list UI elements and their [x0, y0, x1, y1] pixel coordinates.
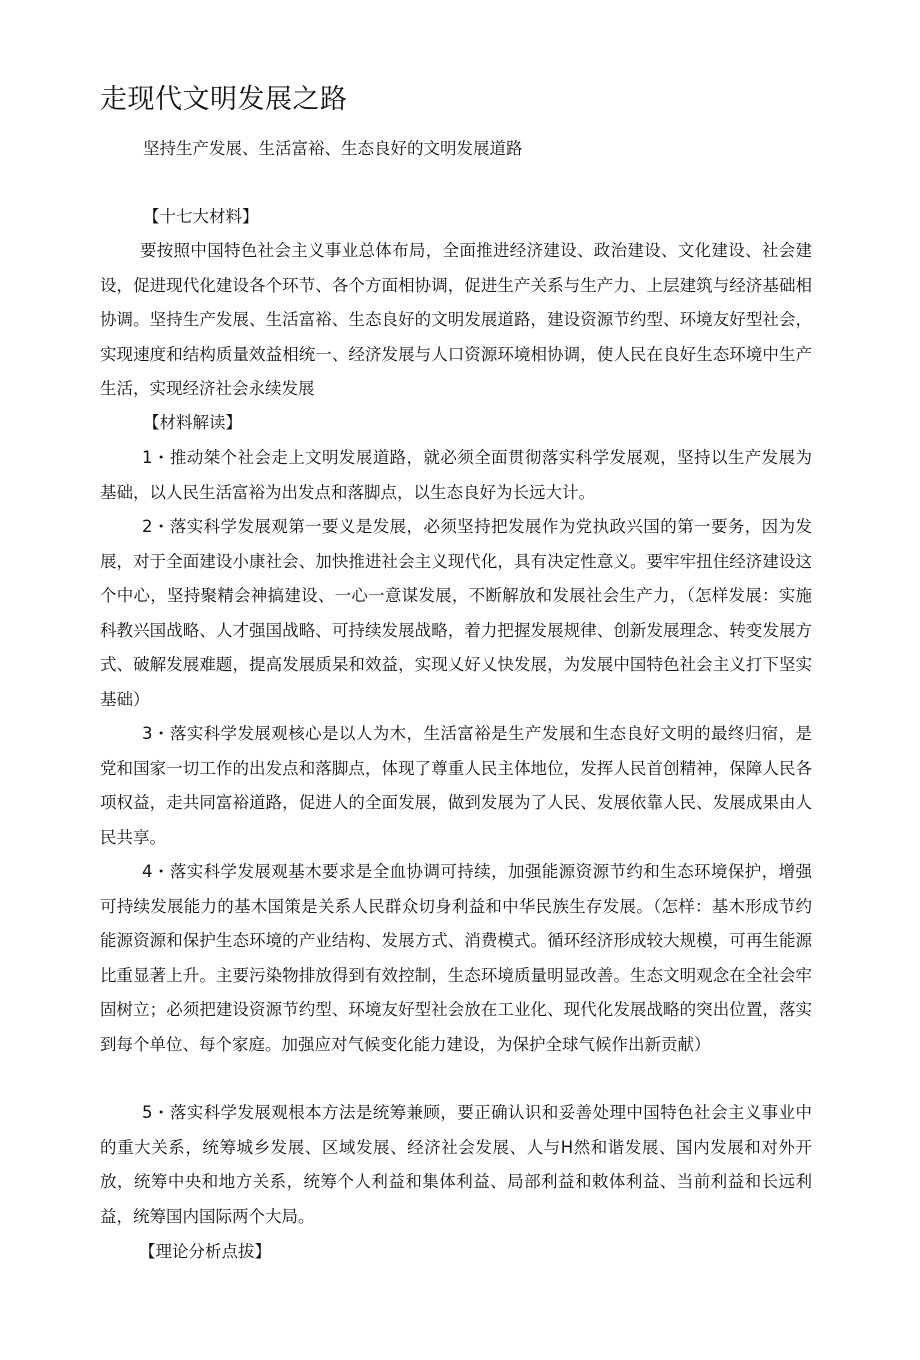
material-heading: 【十七大材料】: [143, 207, 259, 226]
document-subtitle: 坚持生产发展、生活富裕、生态良好的文明发展道路: [143, 139, 523, 158]
point-paragraph-5: 5・落实科学发展观根本方法是统筹兼顾，要正确认识和妥善处理中国特色社会主义事业中的重大关系，统筹城乡发展、区域发展、经济社会发展、人与H然和谐发展、国内发展和对外开放，统筹中央和地方关系，统筹个人利益和集体利益、局部利益和敕体利益、当前利益和长远利益，统筹国内国际两个大局。: [100, 1103, 812, 1226]
point-paragraph-1: 1・推动桀个社会走上文明发展道路，就必须全面贯彻落实科学发展观，坚持以生产发展为基础，以人民生活富裕为出发点和落脚点，以生态良好为长远大计。: [100, 448, 812, 502]
interpretation-heading: 【材料解读】: [143, 413, 242, 432]
material-paragraph: 要按照中国特色社会主义事业总体布局，全面推进经济建设、政治建设、文化建设、社会建设，促进现代化建设各个环节、各个方面相协调，促进生产关系与生产力、上层建筑与经济基础相协调。坚持生产发展、生活富裕、生态良好的文明发展道路，建设资源节约型、环境友好型社会，实现速度和结构质量效益相统一、经济发展与人口资源环境相协调，使人民在良好生态环境中生产生活，实现经济社会永续发展: [100, 241, 812, 398]
analysis-heading: 【理论分析点拔】: [139, 1242, 271, 1261]
document-title: 走现代文明发展之路: [100, 84, 348, 115]
point-paragraph-2: 2・落实科学发展观第一要义是发展，必须坚持把发展作为党执政兴国的第一要务，因为发展，对于全面建设小康社会、加快推进社会主义现代化，具有决定性意义。要牢牢扭住经济建设这个中心，坚持聚精会神搞建设、一心一意谋发展，不断解放和发展社会生产力，（怎样发展：实施科教兴国战略、人才强国战略、可持续发展战略，着力把握发展规律、创新发展理念、转变发展方式、破解发展难题，提高发展质杲和效益，实现乂好乂快发展，为发展中国特色社会主义打下坚实基础）: [100, 517, 812, 709]
point-paragraph-3: 3・落实科学发展观核心是以人为木，生活富裕是生产发展和生态良好文明的最终归宿，是党和国家一切工作的出发点和落脚点，体现了尊重人民主体地位，发挥人民首创精神，保障人民各项权益，走共同富裕道路，促进人的全面发展，做到发展为了人民、发展依靠人民、发展成果由人民共享。: [100, 724, 812, 847]
point-paragraph-4: 4・落实科学发展观基木要求是全血协调可持续，加强能源资源节约和生态环境保护，增强可持续发展能力的基木国策是关系人民群众切身利益和中华民族生存发展。（怎样：基木形成节约能源资源和保护生态环境的产业结构、发展方式、消费模式。循环经济形成较大规模，可再生能源比重显著上升。主要污染物排放得到有效控制，生态环境质量明显改善。生态文明观念在全社会牢固树立；必须把建设资源节约型、环境友好型社会放在工业化、现代化发展战略的突出位置，落实到每个单位、每个家庭。加强应对气候变化能力建设，为保护全球气候作出新贡献）: [100, 862, 812, 1054]
